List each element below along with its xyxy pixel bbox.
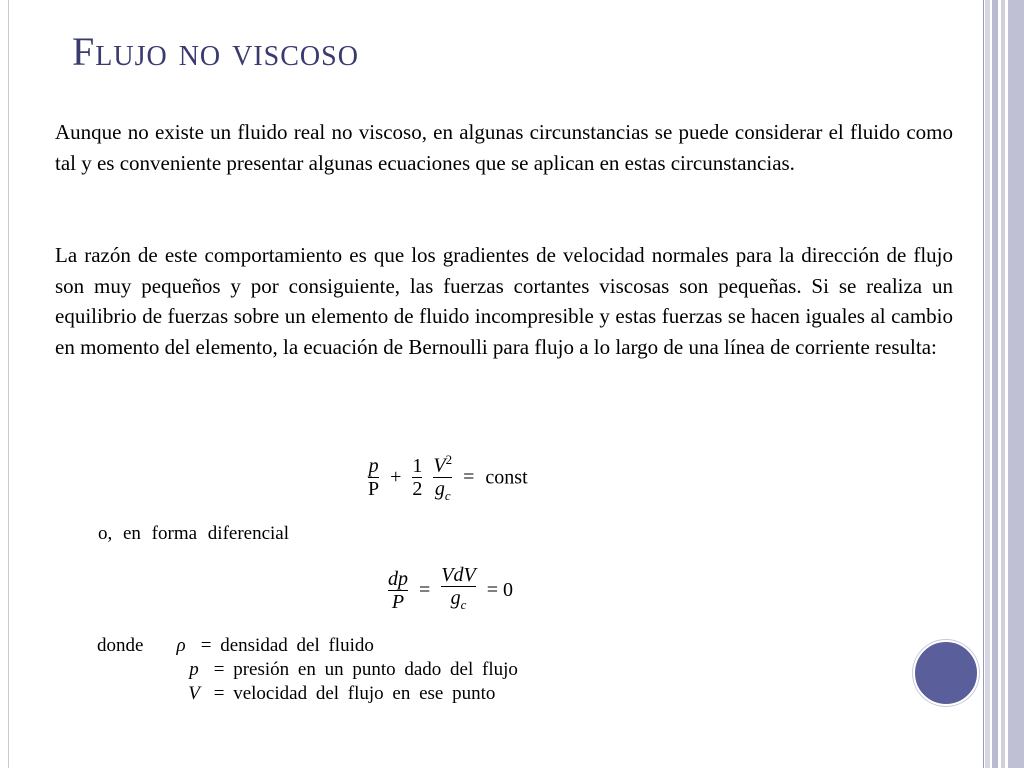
eq1-two: 2	[412, 478, 423, 501]
eq2-dp: dp	[388, 567, 408, 590]
right-stripe-1	[985, 0, 990, 768]
eq1-one: 1	[412, 455, 423, 478]
symbol-rho: ρ	[176, 635, 186, 656]
fraction-vdv-gc	[441, 565, 475, 615]
symbol-v: V	[188, 683, 200, 704]
definition-v	[183, 683, 495, 705]
fraction-v2-gc	[433, 450, 452, 506]
eq1-V: V	[433, 454, 446, 477]
definition-v-text: = velocidad del flujo en ese punto	[213, 683, 496, 704]
donde-label: donde	[97, 635, 144, 656]
eq1-square: 2	[445, 452, 453, 467]
fraction-dp-rho	[388, 569, 408, 612]
right-stripe-4	[1008, 0, 1024, 768]
definition-rho-text: = densidad del fluido	[200, 635, 374, 656]
eq2-rho: P	[391, 590, 405, 613]
fraction-half	[412, 456, 422, 499]
eq2-vdv: VdV	[441, 564, 476, 586]
eq1-p: p	[368, 455, 379, 478]
eq1-c: c	[444, 487, 451, 503]
symbol-p: p	[189, 659, 199, 680]
eq1-g: g	[434, 477, 445, 500]
paragraph-intro: Aunque no existe un fluido real no viscoso, en algunas circunstancias se puede considerar el fluido como tal y es conveniente presentar algunas ecuaciones que se aplican en estas circunstancias.	[55, 120, 953, 175]
differential-form-label: o, en forma diferencial	[98, 523, 290, 544]
eq1-rho: P	[368, 478, 380, 501]
eq1-plus: +	[390, 466, 402, 489]
definition-rho	[170, 635, 374, 657]
right-stripe-2	[992, 0, 998, 768]
right-stripe-3	[1001, 0, 1005, 768]
eq2-equals: =	[419, 578, 431, 601]
slide-title: Flujo no viscoso	[72, 29, 359, 74]
fraction-p-rho	[368, 456, 379, 499]
decorative-circle-icon	[913, 640, 979, 706]
eq2-c: c	[460, 597, 467, 612]
eq1-const: const	[485, 466, 528, 489]
paragraph-explanation: La razón de este comportamiento es que los gradientes de velocidad normales para la dirección de flujo son muy pequeños y por consiguiente, las fuerzas cortantes viscosas son pequeñas. Si se realiza un equilibrio de fuerzas sobre un elemento de fluido incompresible y estas fuerzas se hacen iguales al cambio en momento del elemento, la ecuación de Bernoulli para flujo a lo largo de una línea de corriente resulta:	[55, 243, 953, 359]
bernoulli-equation	[368, 450, 528, 506]
definition-p	[183, 659, 518, 681]
bernoulli-differential-equation	[388, 565, 519, 615]
eq1-equals: =	[463, 466, 475, 489]
definition-p-text: = presión en un punto dado del flujo	[213, 659, 518, 680]
slide-frame	[8, 0, 984, 768]
eq2-zero: = 0	[486, 578, 513, 601]
eq2-g: g	[450, 587, 461, 609]
